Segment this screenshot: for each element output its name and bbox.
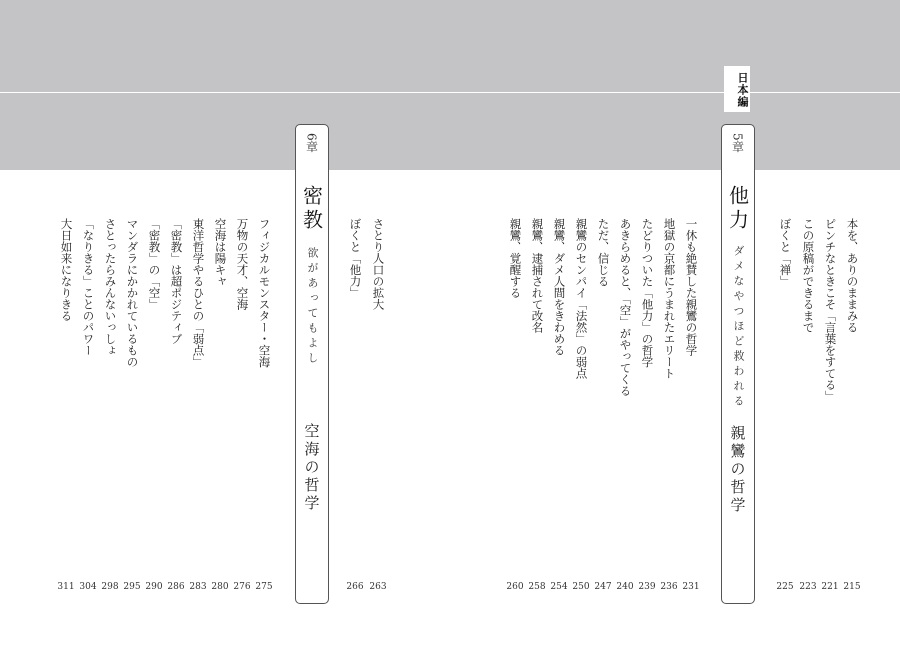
toc-entry[interactable]: 「密教」の「空」 <box>147 218 162 310</box>
page-number: 254 <box>550 582 568 592</box>
chapter-5-topic: 親鸞の哲学 <box>728 425 747 515</box>
chapter-5-subtitle: ダメなやつほど救われる <box>732 245 745 410</box>
page-number: 276 <box>233 582 251 592</box>
header-rule-right <box>750 92 900 93</box>
chapter-6-topic: 空海の哲学 <box>302 423 321 513</box>
chapter-6-number: 6章 <box>304 133 319 153</box>
toc-entry[interactable]: さとったらみんないっしょ <box>103 218 118 356</box>
toc-entry[interactable]: 大日如来になりきる <box>59 218 74 322</box>
toc-entry[interactable]: 東洋哲学やるひとの「弱点」 <box>191 218 206 368</box>
toc-entry[interactable]: 一休も絶賛した親鸞の哲学 <box>684 218 699 356</box>
toc-entry[interactable]: 「なりきる」ことのパワー <box>81 218 96 356</box>
page-number: 225 <box>776 582 794 592</box>
page-number: 275 <box>255 582 273 592</box>
chapter-6-title: 密教 <box>299 185 324 233</box>
toc-entry[interactable]: 親鸞、覚醒する <box>508 218 523 299</box>
toc-entry[interactable]: ぼくと「他力」 <box>348 218 363 299</box>
page-number: 295 <box>123 582 141 592</box>
chapter-6-box <box>295 124 329 604</box>
toc-entry[interactable]: 地獄の京都にうまれたエリート <box>662 218 677 379</box>
section-label: 日本編 <box>724 66 750 112</box>
toc-entry[interactable]: ただ、信じる <box>596 218 611 287</box>
toc-entry[interactable]: この原稿ができるまで <box>801 218 816 333</box>
page-number: 221 <box>821 582 839 592</box>
toc-entry[interactable]: マンダラにかかれているもの <box>125 218 140 368</box>
page-number: 280 <box>211 582 229 592</box>
toc-entry[interactable]: たどりついた「他力」の哲学 <box>640 218 655 368</box>
page-number: 215 <box>843 582 861 592</box>
page-number: 283 <box>189 582 207 592</box>
page-number: 247 <box>594 582 612 592</box>
page-number: 311 <box>57 582 75 592</box>
page-number: 239 <box>638 582 656 592</box>
page-number: 223 <box>799 582 817 592</box>
chapter-5-title: 他力 <box>725 185 750 233</box>
header-rule-left <box>0 92 724 93</box>
page-number: 286 <box>167 582 185 592</box>
toc-entry[interactable]: 空海は陽キャ <box>213 218 228 287</box>
toc-entry[interactable]: あきらめると、「空」がやってくる <box>618 218 633 397</box>
page-number: 260 <box>506 582 524 592</box>
chapter-6-subtitle: 欲があってもよし <box>306 247 319 367</box>
toc-entry[interactable]: 親鸞、逮捕されて改名 <box>530 218 545 333</box>
page-number: 290 <box>145 582 163 592</box>
toc-entry[interactable]: 「密教」は超ポジティブ <box>169 218 184 345</box>
toc-entry[interactable]: 親鸞のセンパイ「法然」の弱点 <box>574 218 589 379</box>
header-band <box>0 0 900 170</box>
page-number: 266 <box>346 582 364 592</box>
toc-entry[interactable]: 本を、ありのままみる <box>845 218 860 333</box>
toc-entry[interactable]: ぼくと「禅」 <box>778 218 793 287</box>
page-number: 231 <box>682 582 700 592</box>
page-number: 258 <box>528 582 546 592</box>
toc-entry[interactable]: ピンチなときこそ「言葉をすてる」 <box>823 218 838 402</box>
page-number: 304 <box>79 582 97 592</box>
chapter-5-number: 5章 <box>730 133 745 153</box>
toc-entry[interactable]: さとり人口の拡大 <box>371 218 386 310</box>
page-number: 236 <box>660 582 678 592</box>
chapter-5-box <box>721 124 755 604</box>
page-number: 263 <box>369 582 387 592</box>
toc-entry[interactable]: 万物の天才、空海 <box>235 218 250 310</box>
toc-entry[interactable]: フィジカルモンスター・空海 <box>257 218 272 368</box>
page-number: 240 <box>616 582 634 592</box>
page-number: 250 <box>572 582 590 592</box>
toc-entry[interactable]: 親鸞、ダメ人間をきわめる <box>552 218 567 356</box>
page-number: 298 <box>101 582 119 592</box>
